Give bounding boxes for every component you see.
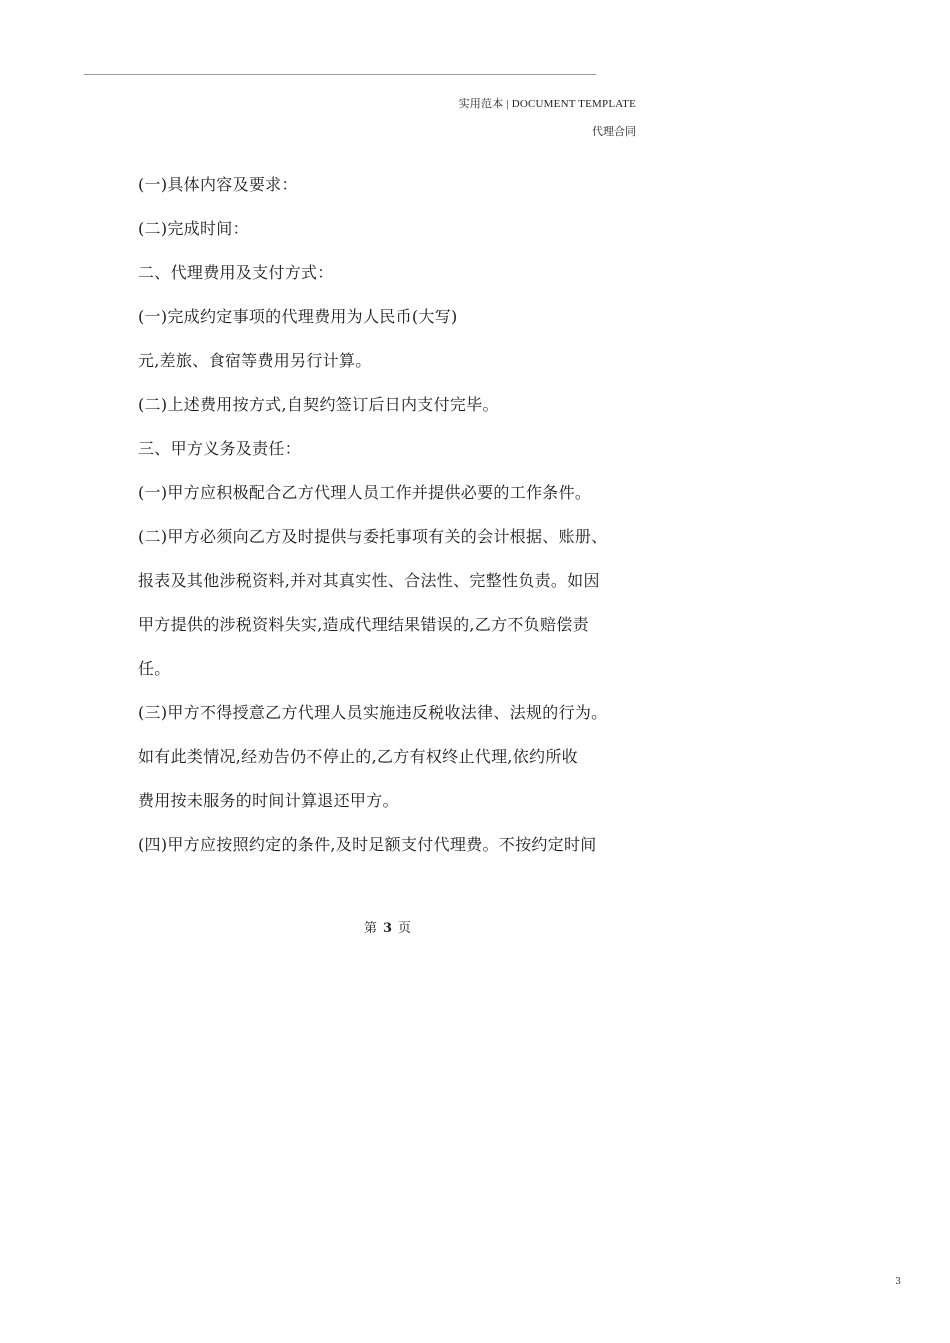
- body-line: (三)甲方不得授意乙方代理人员实施违反税收法律、法规的行为。: [138, 703, 608, 722]
- body-line: (四)甲方应按照约定的条件,及时足额支付代理费。不按约定时间: [138, 835, 597, 854]
- body-line: (一)具体内容及要求：: [138, 175, 298, 194]
- body-line: (二)上述费用按方式,自契约签订后日内支付完毕。: [138, 395, 499, 414]
- page-number: 3: [382, 921, 393, 936]
- corner-page-number: 3: [895, 1277, 901, 1287]
- body-line: (二)完成时间：: [138, 219, 249, 238]
- section-heading: 二、代理费用及支付方式：: [138, 263, 334, 282]
- section-heading: 三、甲方义务及责任：: [138, 439, 302, 458]
- header-title: 实用范本 | DOCUMENT TEMPLATE: [458, 98, 636, 110]
- body-line: (一)完成约定事项的代理费用为人民币(大写): [138, 307, 458, 326]
- body-line: 如有此类情况,经劝告仍不停止的,乙方有权终止代理,依约所收: [138, 747, 578, 766]
- body-line: (一)甲方应积极配合乙方代理人员工作并提供必要的工作条件。: [138, 483, 592, 502]
- header-rule: [84, 74, 596, 75]
- body-line: 甲方提供的涉税资料失实,造成代理结果错误的,乙方不负赔偿责: [138, 615, 589, 634]
- page-suffix: 页: [398, 921, 412, 936]
- body-line: 报表及其他涉税资料,并对其真实性、合法性、完整性负责。如因: [138, 571, 600, 590]
- page-footer: [0, 917, 775, 936]
- body-line: 元,差旅、食宿等费用另行计算。: [138, 351, 372, 370]
- page-prefix: 第: [363, 921, 377, 936]
- body-line: 费用按未服务的时间计算退还甲方。: [138, 791, 399, 810]
- body-line: 任。: [138, 659, 171, 678]
- body-line: (二)甲方必须向乙方及时提供与委托事项有关的会计根据、账册、: [138, 527, 608, 546]
- document-title: 代理合同: [592, 125, 636, 138]
- contract-body: [138, 170, 638, 874]
